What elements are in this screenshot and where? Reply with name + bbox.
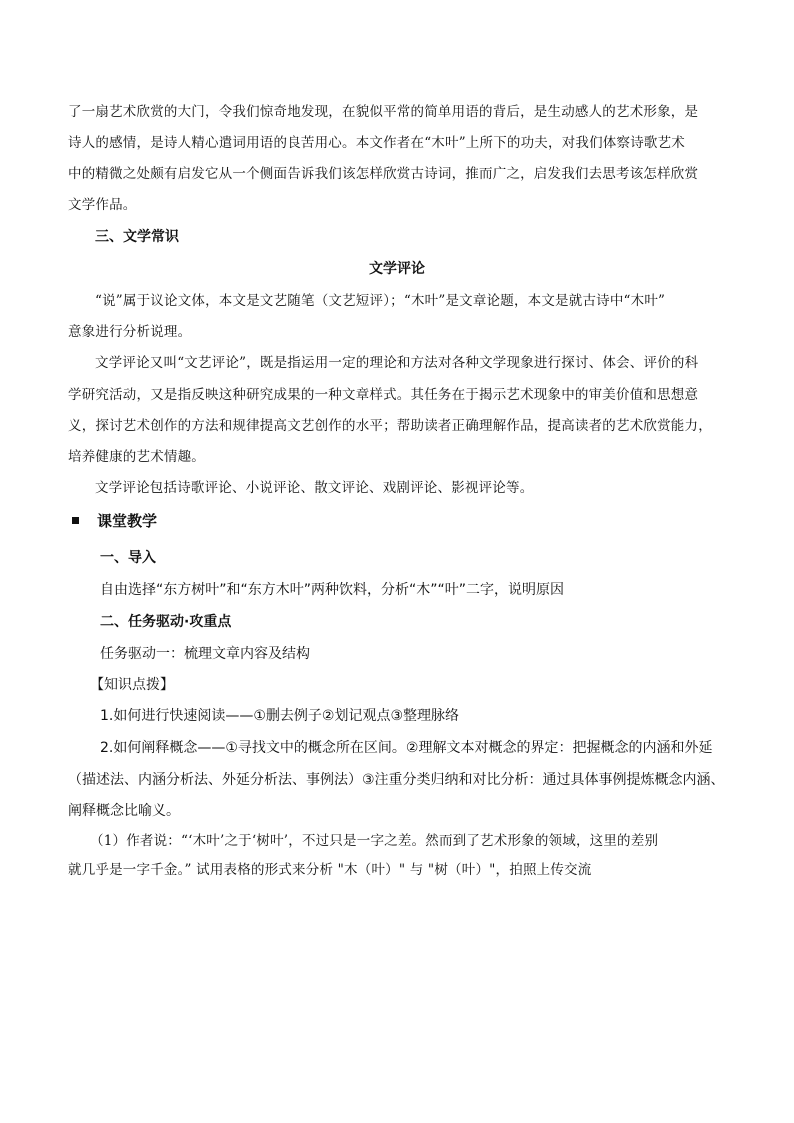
part1-text: 自由选择“东方树叶”和“东方木叶”两种饮料，分析“木”“叶”二字，说明原因 — [100, 582, 565, 598]
question1-line-2: 就几乎是一字千金。” 试用表格的形式来分析 "木（叶）" 与 "树（叶）"，拍照上传交流 — [68, 862, 592, 878]
section-heading-literary-knowledge: 三、文学常识 — [95, 229, 179, 245]
para1-line-1: “说”属于议论文体，本文是文艺随笔（文艺短评）；“木叶”是文章论题，本文是就古诗中“木叶” — [95, 293, 666, 309]
knowledge-label: 【知识点拨】 — [90, 677, 174, 693]
task1-text: 任务驱动一：梳理文章内容及结构 — [100, 646, 310, 662]
para2-line-1: 文学评论又叫“文艺评论”，既是指运用一定的理论和方法对各种文学现象进行探讨、体会、评价的科 — [95, 355, 699, 371]
intro-line-3: 中的精微之处颇有启发它从一个侧面告诉我们该怎样欣赏古诗词，推而广之，启发我们去思考该怎样欣赏 — [68, 166, 699, 182]
square-bullet-icon — [72, 517, 79, 524]
point2-line-1: 2.如何阐释概念——①寻找文中的概念所在区间。②理解文本对概念的界定：把握概念的内涵和外延 — [100, 740, 713, 756]
part2-heading: 二、任务驱动·攻重点 — [100, 614, 232, 630]
part1-heading: 一、导入 — [100, 550, 156, 566]
intro-line-2: 诗人的感情，是诗人精心遣词用语的良苦用心。本文作者在“木叶”上所下的功夫，对我们体察诗歌艺术 — [68, 135, 686, 151]
classroom-heading-text: 课堂教学 — [97, 512, 158, 530]
para2-line-2: 学研究活动，又是指反映这种研究成果的一种文章样式。其任务在于揭示艺术现象中的审美价值和思想意 — [68, 387, 699, 403]
question1-line-1: （1）作者说：“‘木叶’之于‘树叶’，不过只是一字之差。然而到了艺术形象的领域，这里的差别 — [90, 833, 659, 849]
point1-text: 1.如何进行快速阅读——①删去例子②划记观点③整理脉络 — [100, 708, 460, 724]
classroom-heading — [72, 511, 157, 531]
intro-line-4: 文学作品。 — [68, 197, 137, 213]
section-subtitle-literary-criticism: 文学评论 — [369, 261, 425, 277]
point2-line-2: （描述法、内涵分析法、外延分析法、事例法）③注重分类归纳和对比分析：通过具体事例提炼概念内涵、 — [68, 772, 725, 788]
para1-line-2: 意象进行分析说理。 — [68, 324, 192, 340]
point2-line-3: 阐释概念比喻义。 — [68, 803, 180, 819]
para3-line: 文学评论包括诗歌评论、小说评论、散文评论、戏剧评论、影视评论等。 — [95, 480, 534, 496]
para2-line-3: 义，探讨艺术创作的方法和规律提高文艺创作的水平；帮助读者正确理解作品，提高读者的艺术欣赏能力， — [68, 418, 712, 434]
para2-line-4: 培养健康的艺术情趣。 — [68, 449, 205, 465]
intro-line-1: 了一扇艺术欣赏的大门，令我们惊奇地发现，在貌似平常的简单用语的背后，是生动感人的艺术形象，是 — [68, 104, 699, 120]
